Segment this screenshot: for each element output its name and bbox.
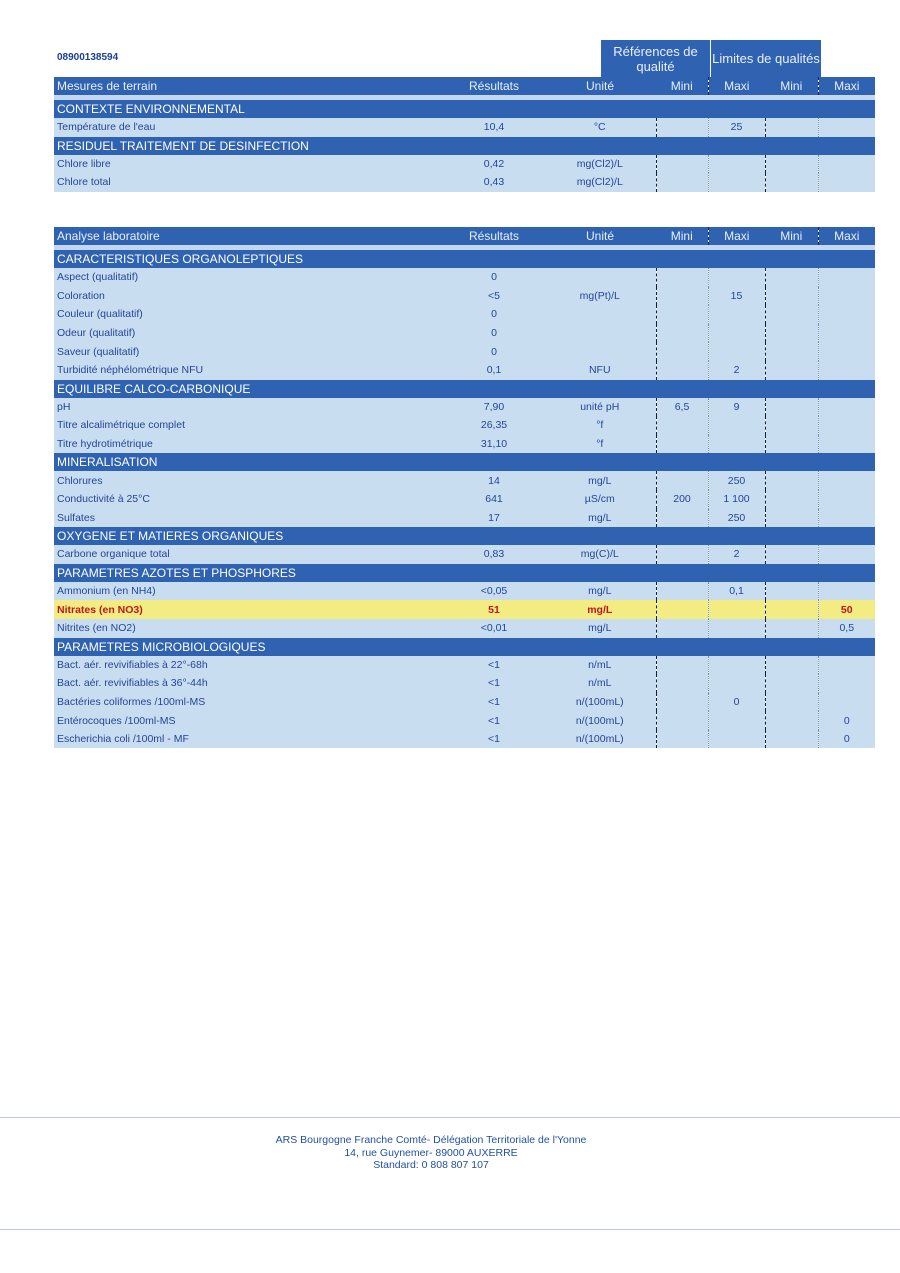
- lim-maxi-value: [818, 435, 875, 454]
- references-label: Références de qualité: [613, 43, 698, 74]
- lim-maxi-value: [818, 268, 875, 287]
- parameter-row: [54, 173, 875, 192]
- parameter-name: Nitrites (en NO2): [54, 619, 444, 638]
- parameter-row: [54, 435, 875, 454]
- ref-mini-value: [656, 324, 708, 343]
- parameter-name: Chlore total: [54, 173, 444, 192]
- ref-mini-value: [656, 287, 708, 306]
- ref-mini-value: [656, 545, 708, 564]
- unit-value: [544, 268, 656, 287]
- section-title: OXYGENE ET MATIERES ORGANIQUES: [54, 527, 875, 545]
- lim-mini-value: [765, 509, 818, 528]
- section-header: [54, 564, 875, 582]
- parameter-row: [54, 268, 875, 287]
- ref-mini-header: Mini: [656, 227, 708, 245]
- parameter-name: Conductivité à 25°C: [54, 490, 444, 509]
- lim-mini-header: Mini: [765, 77, 818, 95]
- limites-header: [711, 40, 821, 77]
- parameter-name: Bact. aér. revivifiables à 36°-44h: [54, 674, 444, 693]
- ref-mini-value: [656, 118, 708, 137]
- ref-maxi-value: 2: [708, 545, 765, 564]
- ref-maxi-value: 0: [708, 693, 765, 712]
- parameter-row: [54, 730, 875, 749]
- lim-mini-value: [765, 619, 818, 638]
- lim-mini-value: [765, 361, 818, 380]
- ref-maxi-header: Maxi: [708, 77, 765, 95]
- result-value: 26,35: [444, 416, 544, 435]
- result-value: 641: [444, 490, 544, 509]
- column-header-row: [54, 77, 875, 95]
- footer-line-2: 14, rue Guynemer- 89000 AUXERRE: [344, 1146, 518, 1159]
- result-value: 31,10: [444, 435, 544, 454]
- ref-maxi-value: 25: [708, 118, 765, 137]
- footer-line-3: Standard: 0 808 807 107: [373, 1159, 489, 1171]
- ref-maxi-value: [708, 268, 765, 287]
- parameter-name: Carbone organique total: [54, 545, 444, 564]
- lim-maxi-value: 0: [818, 711, 875, 730]
- result-value: 7,90: [444, 398, 544, 417]
- parameter-name: Coloration: [54, 287, 444, 306]
- ref-mini-value: [656, 361, 708, 380]
- references-header: [601, 40, 710, 77]
- lim-mini-value: [765, 471, 818, 490]
- result-value: 0,42: [444, 155, 544, 174]
- unit-value: °f: [544, 435, 656, 454]
- lim-maxi-value: [818, 545, 875, 564]
- lim-maxi-value: [818, 490, 875, 509]
- ref-mini-header: Mini: [656, 77, 708, 95]
- unit-value: mg/L: [544, 600, 656, 619]
- lim-mini-value: [765, 545, 818, 564]
- lim-maxi-value: [818, 693, 875, 712]
- lim-maxi-value: [818, 118, 875, 137]
- unit-value: mg/L: [544, 582, 656, 601]
- parameter-row: [54, 398, 875, 417]
- ref-maxi-value: [708, 711, 765, 730]
- unit-value: n/mL: [544, 656, 656, 675]
- lim-maxi-header: Maxi: [818, 77, 875, 95]
- parameter-row: [54, 416, 875, 435]
- lim-mini-value: [765, 305, 818, 324]
- section-header: [54, 638, 875, 656]
- ref-mini-value: [656, 173, 708, 192]
- ref-maxi-value: 15: [708, 287, 765, 306]
- column-header-row: [54, 227, 875, 245]
- section-title: PARAMETRES MICROBIOLOGIQUES: [54, 638, 875, 656]
- result-value: 0: [444, 305, 544, 324]
- parameter-name: Escherichia coli /100ml - MF: [54, 730, 444, 749]
- section-header: [54, 137, 875, 155]
- parameter-row: [54, 361, 875, 380]
- document-id: 08900138594: [57, 52, 119, 63]
- lim-maxi-value: [818, 656, 875, 675]
- footer-bottom-rule: [0, 1229, 900, 1230]
- lim-mini-value: [765, 674, 818, 693]
- ref-mini-value: [656, 342, 708, 361]
- result-value: <1: [444, 693, 544, 712]
- section-title: CARACTERISTIQUES ORGANOLEPTIQUES: [54, 250, 875, 268]
- lim-mini-value: [765, 398, 818, 417]
- ref-mini-value: [656, 416, 708, 435]
- results-header: Résultats: [444, 227, 544, 245]
- parameter-name: Entérocoques /100ml-MS: [54, 711, 444, 730]
- ref-mini-value: [656, 730, 708, 749]
- parameter-row: [54, 287, 875, 306]
- parameter-name: Odeur (qualitatif): [54, 324, 444, 343]
- parameter-row: [54, 324, 875, 343]
- footer: [0, 1134, 862, 1172]
- lim-mini-value: [765, 582, 818, 601]
- ref-mini-value: [656, 582, 708, 601]
- lim-mini-value: [765, 324, 818, 343]
- parameter-name: Bactéries coliformes /100ml-MS: [54, 693, 444, 712]
- ref-mini-value: [656, 268, 708, 287]
- parameter-row: [54, 509, 875, 528]
- unit-value: [544, 305, 656, 324]
- lim-maxi-value: 0: [818, 730, 875, 749]
- result-value: <1: [444, 656, 544, 675]
- ref-maxi-value: 0,1: [708, 582, 765, 601]
- unit-value: mg/L: [544, 509, 656, 528]
- ref-maxi-value: 9: [708, 398, 765, 417]
- parameter-name: Température de l'eau: [54, 118, 444, 137]
- unit-value: mg(Cl2)/L: [544, 155, 656, 174]
- parameter-row: [54, 582, 875, 601]
- lim-mini-value: [765, 435, 818, 454]
- block-title: Mesures de terrain: [54, 77, 444, 95]
- results-header: Résultats: [444, 77, 544, 95]
- ref-maxi-value: [708, 435, 765, 454]
- lim-maxi-value: [818, 361, 875, 380]
- result-value: 0: [444, 268, 544, 287]
- unit-value: NFU: [544, 361, 656, 380]
- lim-mini-value: [765, 287, 818, 306]
- lim-maxi-value: [818, 509, 875, 528]
- parameter-name: Couleur (qualitatif): [54, 305, 444, 324]
- parameter-name: Ammonium (en NH4): [54, 582, 444, 601]
- parameter-name: pH: [54, 398, 444, 417]
- result-value: 17: [444, 509, 544, 528]
- result-value: 0,1: [444, 361, 544, 380]
- ref-mini-value: [656, 600, 708, 619]
- unit-value: [544, 324, 656, 343]
- ref-mini-value: [656, 711, 708, 730]
- unit-value: °f: [544, 416, 656, 435]
- ref-maxi-header: Maxi: [708, 227, 765, 245]
- unit-value: µS/cm: [544, 490, 656, 509]
- parameter-row: [54, 342, 875, 361]
- section-title: RESIDUEL TRAITEMENT DE DESINFECTION: [54, 137, 875, 155]
- result-value: <5: [444, 287, 544, 306]
- parameter-row: [54, 471, 875, 490]
- result-value: <0,05: [444, 582, 544, 601]
- result-value: 0: [444, 342, 544, 361]
- lim-maxi-value: 0,5: [818, 619, 875, 638]
- parameter-row: [54, 711, 875, 730]
- lim-mini-value: [765, 268, 818, 287]
- lim-maxi-value: [818, 582, 875, 601]
- lim-maxi-value: [818, 155, 875, 174]
- result-value: 10,4: [444, 118, 544, 137]
- unit-value: unité pH: [544, 398, 656, 417]
- section-title: CONTEXTE ENVIRONNEMENTAL: [54, 100, 875, 118]
- parameter-name: Chlorures: [54, 471, 444, 490]
- parameter-name: Turbidité néphélométrique NFU: [54, 361, 444, 380]
- ref-maxi-value: [708, 305, 765, 324]
- lim-mini-value: [765, 173, 818, 192]
- limites-label: Limites de qualités: [712, 51, 820, 66]
- section-header: [54, 250, 875, 268]
- ref-mini-value: 6,5: [656, 398, 708, 417]
- ref-maxi-value: [708, 324, 765, 343]
- lim-maxi-header: Maxi: [818, 227, 875, 245]
- result-value: <1: [444, 674, 544, 693]
- ref-maxi-value: [708, 173, 765, 192]
- lim-mini-value: [765, 711, 818, 730]
- parameter-row: [54, 545, 875, 564]
- lim-mini-value: [765, 490, 818, 509]
- section-header: [54, 527, 875, 545]
- lim-mini-value: [765, 416, 818, 435]
- result-value: <1: [444, 711, 544, 730]
- parameter-row: [54, 674, 875, 693]
- lim-mini-header: Mini: [765, 227, 818, 245]
- result-value: 0,83: [444, 545, 544, 564]
- unit-value: mg(Pt)/L: [544, 287, 656, 306]
- lim-mini-value: [765, 656, 818, 675]
- unit-value: [544, 342, 656, 361]
- ref-maxi-value: [708, 730, 765, 749]
- result-value: 14: [444, 471, 544, 490]
- lim-maxi-value: [818, 471, 875, 490]
- ref-mini-value: [656, 155, 708, 174]
- unit-value: n/mL: [544, 674, 656, 693]
- footer-top-rule: [0, 1117, 900, 1118]
- ref-mini-value: 200: [656, 490, 708, 509]
- parameter-row: [54, 600, 875, 619]
- parameter-name: Aspect (qualitatif): [54, 268, 444, 287]
- section-header: [54, 380, 875, 398]
- parameter-row: [54, 656, 875, 675]
- result-value: 51: [444, 600, 544, 619]
- parameter-name: Nitrates (en NO3): [54, 600, 444, 619]
- section-header: [54, 100, 875, 118]
- result-value: 0,43: [444, 173, 544, 192]
- footer-line-1: ARS Bourgogne Franche Comté- Délégation Territoriale de l'Yonne: [275, 1134, 587, 1146]
- lim-maxi-value: 50: [818, 600, 875, 619]
- lim-maxi-value: [818, 416, 875, 435]
- ref-maxi-value: [708, 155, 765, 174]
- lim-mini-value: [765, 155, 818, 174]
- lim-maxi-value: [818, 398, 875, 417]
- ref-maxi-value: 1 100: [708, 490, 765, 509]
- parameter-row: [54, 619, 875, 638]
- block-title: Analyse laboratoire: [54, 227, 444, 245]
- parameter-name: Saveur (qualitatif): [54, 342, 444, 361]
- ref-maxi-value: [708, 600, 765, 619]
- ref-maxi-value: 250: [708, 471, 765, 490]
- unit-value: °C: [544, 118, 656, 137]
- ref-maxi-value: [708, 656, 765, 675]
- parameter-row: [54, 490, 875, 509]
- ref-mini-value: [656, 656, 708, 675]
- labo-table: [54, 227, 875, 748]
- lim-mini-value: [765, 118, 818, 137]
- terrain-table: [54, 77, 875, 192]
- parameter-row: [54, 305, 875, 324]
- lim-maxi-value: [818, 305, 875, 324]
- ref-mini-value: [656, 435, 708, 454]
- parameter-row: [54, 118, 875, 137]
- lim-maxi-value: [818, 324, 875, 343]
- lim-maxi-value: [818, 287, 875, 306]
- ref-maxi-value: [708, 674, 765, 693]
- ref-mini-value: [656, 471, 708, 490]
- ref-maxi-value: [708, 416, 765, 435]
- parameter-name: Bact. aér. revivifiables à 22°-68h: [54, 656, 444, 675]
- lim-mini-value: [765, 693, 818, 712]
- lim-maxi-value: [818, 674, 875, 693]
- section-title: MINERALISATION: [54, 453, 875, 471]
- ref-maxi-value: 2: [708, 361, 765, 380]
- section-title: EQUILIBRE CALCO-CARBONIQUE: [54, 380, 875, 398]
- lim-maxi-value: [818, 342, 875, 361]
- parameter-name: Titre hydrotimétrique: [54, 435, 444, 454]
- ref-maxi-value: 250: [708, 509, 765, 528]
- ref-maxi-value: [708, 342, 765, 361]
- result-value: <1: [444, 730, 544, 749]
- unit-value: n/(100mL): [544, 693, 656, 712]
- unit-header: Unité: [544, 77, 656, 95]
- lim-maxi-value: [818, 173, 875, 192]
- parameter-row: [54, 155, 875, 174]
- result-value: 0: [444, 324, 544, 343]
- parameter-name: Sulfates: [54, 509, 444, 528]
- result-value: <0,01: [444, 619, 544, 638]
- ref-mini-value: [656, 305, 708, 324]
- section-header: [54, 453, 875, 471]
- unit-header: Unité: [544, 227, 656, 245]
- ref-mini-value: [656, 693, 708, 712]
- unit-value: mg(Cl2)/L: [544, 173, 656, 192]
- unit-value: mg(C)/L: [544, 545, 656, 564]
- lim-mini-value: [765, 342, 818, 361]
- parameter-row: [54, 693, 875, 712]
- section-title: PARAMETRES AZOTES ET PHOSPHORES: [54, 564, 875, 582]
- lim-mini-value: [765, 730, 818, 749]
- unit-value: n/(100mL): [544, 711, 656, 730]
- parameter-name: Titre alcalimétrique complet: [54, 416, 444, 435]
- unit-value: n/(100mL): [544, 730, 656, 749]
- unit-value: mg/L: [544, 471, 656, 490]
- unit-value: mg/L: [544, 619, 656, 638]
- ref-mini-value: [656, 674, 708, 693]
- ref-mini-value: [656, 619, 708, 638]
- lim-mini-value: [765, 600, 818, 619]
- ref-maxi-value: [708, 619, 765, 638]
- parameter-name: Chlore libre: [54, 155, 444, 174]
- ref-mini-value: [656, 509, 708, 528]
